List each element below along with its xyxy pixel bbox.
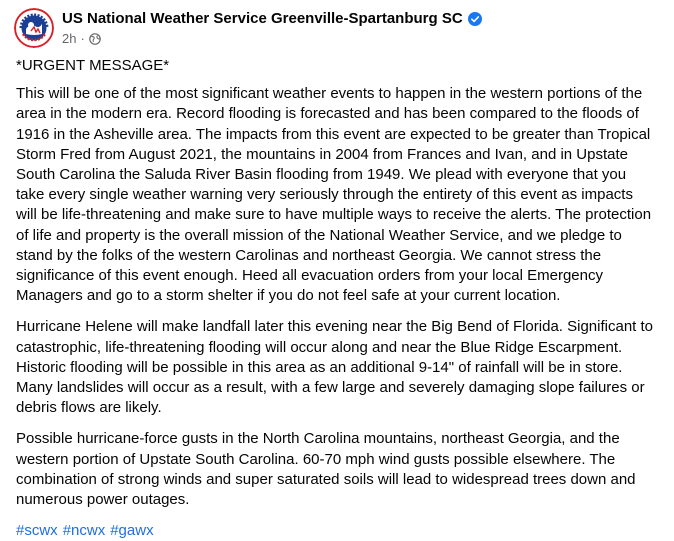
- author-name[interactable]: US National Weather Service Greenville-Spartanburg SC: [62, 10, 463, 27]
- globe-icon[interactable]: [89, 33, 101, 45]
- paragraph-intro: This will be one of the most significant weather events to happen in the western portions of the area in the modern era. Record flooding is forecasted and has been compared to the floods of 1916 in the Asheville area. The impacts from this event are expected to be greater than Tropical Storm Fred from August 2021, the mountains in 2004 from Frances and Ivan, and in Upstate South Carolina the Saluda River Basin flooding from 1949. We plead with everyone that you take every single weather warning very seriously through the entirety of this event as impacts will be life-threatening and make sure to have multiple ways to receive the alerts. The protection of life and property is the overall mission of the National Weather Service, and we pledge to stand by the folks of the western Carolinas and northeast Georgia. We cannot stress the significance of this event enough. Heed all evacuation orders from your local Emergency Managers and go to a storm shelter if you do not feel safe at your current location.: [16, 85, 652, 305]
- author-line: [62, 10, 482, 27]
- hashtag-list: [16, 521, 656, 541]
- post-timestamp[interactable]: 2h: [62, 31, 77, 46]
- urgent-headline: *URGENT MESSAGE*: [16, 57, 170, 74]
- paragraph-wind: Possible hurricane-force gusts in the North Carolina mountains, northeast Georgia, and the western portion of Upstate South Carolina. 60-70 mph wind gusts possible elsewhere. The combination of strong winds and super saturated soils will lead to widespread trees down and numerous power outages.: [16, 430, 636, 509]
- nws-logo-icon[interactable]: [14, 8, 54, 48]
- post-body: [16, 56, 656, 541]
- verified-badge-icon: [468, 12, 482, 26]
- meta-separator: ·: [80, 31, 85, 46]
- hashtag-ncwx[interactable]: #ncwx: [62, 522, 106, 540]
- hashtag-gawx[interactable]: #gawx: [110, 522, 154, 540]
- post-meta: [62, 31, 101, 46]
- paragraph-helene: Hurricane Helene will make landfall later this evening near the Big Bend of Florida. Significant to catastrophic, life-threatening flooding will occur along and near the Blue Ridge Escarpment. Historic flooding will be possible in this area as an additional 9-14" of rainfall will be in store. Many landslides will occur as a result, with a few large and severely damaging slope failures or debris flows are likely.: [16, 318, 654, 417]
- post-header: [14, 8, 654, 48]
- hashtag-scwx[interactable]: #scwx: [16, 522, 58, 540]
